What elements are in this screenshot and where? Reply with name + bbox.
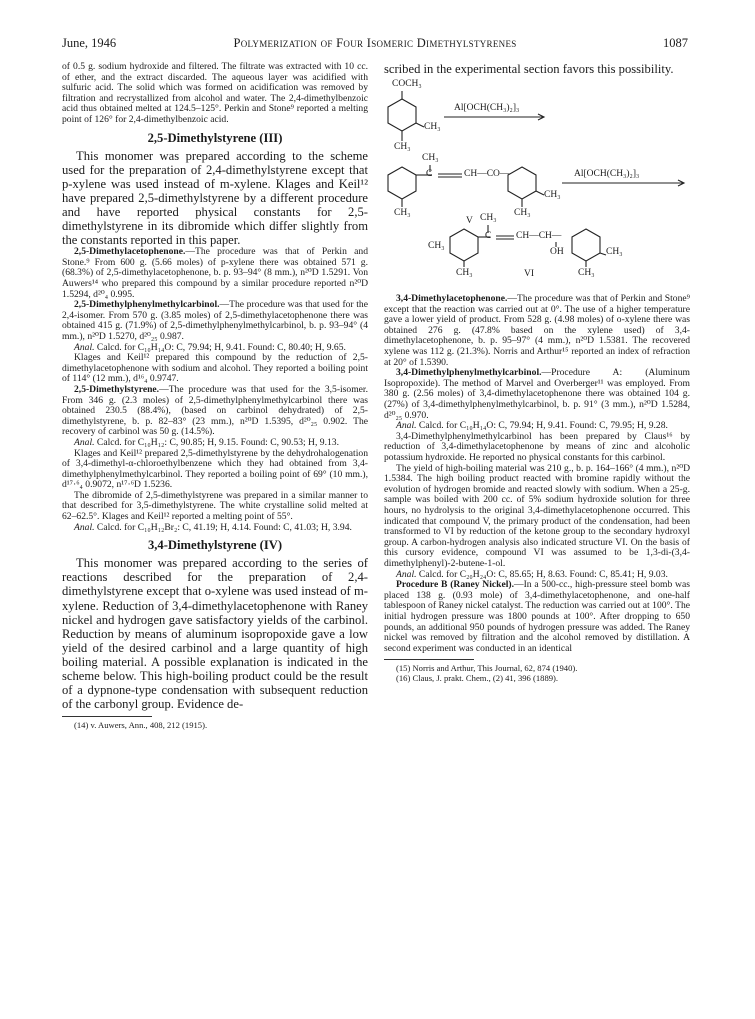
footnote-rule xyxy=(384,659,474,660)
compound-label-vi: VI xyxy=(524,269,535,280)
chain-label: CH—CO— xyxy=(464,169,510,180)
methyl-label: CH₃ xyxy=(606,247,623,258)
footnote-rule xyxy=(62,716,152,717)
benzene-ring xyxy=(508,167,536,199)
compound-label-v: V xyxy=(466,216,473,227)
left-column xyxy=(62,62,368,730)
paragraph-text: Calcd. for C₂₀H₂₄O: C, 85.65; H, 8.63. Found: C, 85.41; H, 9.03. xyxy=(416,568,668,580)
methyl-label: CH₃ xyxy=(424,122,441,133)
methyl-label: CH₃ xyxy=(422,153,439,164)
analysis-label: Anal. xyxy=(74,341,95,353)
paragraph-text: —The procedure was that used for the 2,4-isomer. From 570 g. (3.85 moles) of 2,5-dimethylacetophenone there was obtained 415 g. (71.9%) of 2,5-dimethylphenylmethylcarbinol, b. p. 93–94° (4 mm.), n²⁰D 1.5270, d²⁰₂₅ 0.987. xyxy=(62,299,368,342)
paragraph xyxy=(384,294,690,368)
acetyl-group-label: COCH₃ xyxy=(392,79,422,90)
paragraph-text: —The procedure was that used for the 3,5-isomer. From 346 g. (2.3 moles) of 2,5-dimethylphenylmethylcarbinol there was obtained 230.5 (88.4%), (based on carbinol dehydrated) of 2,5-dimethylstyrene, b. p. 82–83° (23 mm.), n²⁰D 1.5395, d²⁰₂₅ 0.902. The recovery of carbinol was 50 g. (14.5%). xyxy=(62,383,368,438)
methyl-label: CH₃ xyxy=(578,268,595,279)
paragraph xyxy=(62,438,368,449)
footnote: (16) Claus, J. prakt. Chem., (2) 41, 396 (1889). xyxy=(396,673,559,684)
reagent-label: Al[OCH(CH₃)₂]₃ xyxy=(574,169,640,180)
run-in-heading: 2,5-Dimethylphenylmethylcarbinol. xyxy=(74,299,220,311)
methyl-label: CH₃ xyxy=(394,208,411,219)
run-in-heading: 2,5-Dimethylacetophenone. xyxy=(74,246,186,258)
reagent-label: Al[OCH(CH₃)₂]₃ xyxy=(454,103,520,114)
paragraph-text: Calcd. for C₁₀H₁₂Br₂: C, 41.19; H, 4.14. Found: C, 41.03; H, 3.94. xyxy=(94,521,352,533)
paragraph: The yield of high-boiling material was 210 g., b. p. 164–166° (4 mm.), n²⁰D 1.5384. The high boiling product reacted with bromine rapidly without the evolution of hydrogen bromide and reacted slowly with sodium. When a 25-g. sample was boiled with 200 cc. of 5% sodium hydroxide solution for three hours, no hydrolysis to the original 3,4-dimethylacetophenone occurred. This indicated that compound V, the primary product of the condensation, had been transformed to VI by reduction of the ketone group to the secondary hydroxyl group. A carbon-hydrogen analysis also indicated structure VI. On the basis of this cursory evidence, compound VI was assumed to be 1,3-di-(3,4-dimethylphenyl)-2-butene-1-ol. xyxy=(384,462,690,569)
right-column xyxy=(384,62,690,683)
paragraph-text: —The procedure was that of Perkin and Stone⁹ except that the reaction was carried out at 0°. The use of a higher temperature gave a lower yield of product. From 528 g. (4.98 moles) of o-xylene there was obtained 276 g. (47.8% based on the xylene used) of 3,4-dimethylacetophenone, b. p. 95–97° (4 mm.), n²⁰D 1.5381. The recovered xylene was 112 g. (21.3%). Norris and Arthur¹⁵ reported an index of refraction at 20° of 1.5390. xyxy=(384,293,690,368)
run-in-heading: Procedure B (Raney Nickel). xyxy=(396,579,515,591)
section-heading: 2,5-Dimethylstyrene (III) xyxy=(147,130,283,145)
methyl-label: CH₃ xyxy=(514,208,531,219)
paragraph xyxy=(62,385,368,438)
paragraph-text: —In a 500-cc., high-pressure steel bomb was placed 138 g. (0.93 mole) of 3,4-dimethylacetophenone, and one-half tablespoon of Raney nickel catalyst. The reduction was carried out at 100°. The initial hydrogen pressure was 1800 pounds at 100°. After dropping to 650 pounds, an additional 950 pounds of hydrogen pressure was added. The Raney nickel was removed by filtration and the alcohol removed by distillation. A second experiment was conducted in an identical xyxy=(384,579,690,654)
paragraph xyxy=(384,368,690,421)
methyl-label: CH₃ xyxy=(480,213,497,224)
carbon-label: C xyxy=(485,231,492,242)
footnote: (15) Norris and Arthur, This Journal, 62, 874 (1940). xyxy=(396,663,578,674)
analysis-label: Anal. xyxy=(396,568,417,580)
header-date: June, 1946 xyxy=(62,36,117,50)
paragraph xyxy=(62,523,368,534)
paragraph: Klages and Keil¹² prepared this compound by the reduction of 2,5-dimethylacetophenone with sodium and alcohol. They reported a boiling point of 114° (12 mm.), d¹⁶₄ 0.9747. xyxy=(62,352,368,385)
bond xyxy=(536,191,544,195)
analysis-label: Anal. xyxy=(74,521,95,533)
section-heading: 3,4-Dimethylstyrene (IV) xyxy=(147,538,283,553)
paragraph: The dibromide of 2,5-dimethylstyrene was prepared in a similar manner to that described for 3,5-dimethylstyrene. The white crystalline solid melted at 62–62.5°. Klages and Keil¹² reported a melting point of 55°. xyxy=(62,489,368,523)
paragraph-text: Calcd. for C₁₀H₁₄O: C, 79.94; H, 9.41. Found: C, 80.40; H, 9.65. xyxy=(94,341,346,353)
paragraph: Klages and Keil¹² prepared 2,5-dimethylstyrene by the dehydrohalogenation of 3,4-dimethyl-α-chloroethylbenzene which they had obtained from 3,4-dimethylphenylmethylcarbinol. They reported a boiling point of 69° (10 mm.), d¹⁷·⁶₄ 0.9072, n¹⁷·⁶D 1.5236. xyxy=(62,447,368,491)
run-in-heading: 3,4-Dimethylacetophenone. xyxy=(396,293,508,305)
benzene-ring xyxy=(388,167,416,199)
paragraph-text: Calcd. for C₁₀H₁₄O: C, 79.94; H, 9.41. Found: C, 79.95; H, 9.28. xyxy=(416,420,668,432)
benzene-ring xyxy=(388,99,416,131)
page-header xyxy=(62,36,688,52)
paragraph xyxy=(62,247,368,300)
benzene-ring xyxy=(450,229,478,261)
benzene-ring xyxy=(572,229,600,261)
paragraph: of 0.5 g. sodium hydroxide and filtered. The filtrate was extracted with 10 cc. of ether, and the extract discarded. The aqueous layer was acidified with sulfuric acid. The solid which was formed on acidification was removed by filtration and recrystallized from alcohol and water. The 2,4-dimethylbenzoic acid thus obtained melted at 124.5–125°. Perkin and Stone⁹ reported a melting point of 126° for 2,4-dimethylbenzoic acid. xyxy=(62,61,368,125)
bond xyxy=(416,123,424,127)
paragraph-text: Calcd. for C₁₀H₁₂: C, 90.85; H, 9.15. Found: C, 90.53; H, 9.13. xyxy=(94,436,339,448)
methyl-label: CH₃ xyxy=(544,190,561,201)
paragraph: 3,4-Dimethylphenylmethylcarbinol has been prepared by Claus¹⁶ by reduction of 3,4-dimethylacetophenone by means of zinc and alcoholic potassium hydroxide. He reported no physical constants for this carbinol. xyxy=(384,430,690,463)
reaction-scheme-drawing xyxy=(384,79,690,284)
run-in-heading: 3,4-Dimethylphenylmethylcarbinol. xyxy=(396,367,542,379)
methyl-label: CH₃ xyxy=(428,241,445,252)
paragraph: This monomer was prepared according to the series of reactions described for the preparation of 2,4-dimethylstyrene except that o-xylene was used instead of m-xylene. Reduction of 3,4-dimethylacetophenone with Raney nickel and hydrogen gave satisfactory yields of the carbinol. Reduction by means of aluminum isopropoxide gave a low yield of the desired carbinol and a large quantity of high boiling material. A possible explanation is indicated in the scheme below. This high-boiling product could be the result of a dypnone-type condensation with subsequent reduction of the carbonyl group. Evidence de- xyxy=(62,556,368,712)
paragraph: scribed in the experimental section favors this possibility. xyxy=(384,62,674,76)
carbon-label: C xyxy=(426,169,433,180)
methyl-label: CH₃ xyxy=(456,268,473,279)
header-title: Polymerization of Four Isomeric Dimethylstyrenes xyxy=(233,36,517,50)
chain-label: CH—CH— xyxy=(516,231,562,242)
analysis-label: Anal. xyxy=(74,436,95,448)
hydroxyl-label: OH xyxy=(550,247,564,258)
paragraph xyxy=(384,580,690,654)
methyl-label: CH₃ xyxy=(394,142,411,153)
reaction-scheme xyxy=(384,79,690,284)
paragraph: This monomer was prepared according to the scheme used for the preparation of 2,4-dimethylstyrene except that p-xylene was used instead of m-xylene. Klages and Keil¹² have prepared 2,5-dimethylstyrene by a different procedure and have reported physical constants for 2,5-dimethylstyrene in its dibromide which differ slightly from the constants reported in this paper. xyxy=(62,148,368,248)
paragraph-text: —Procedure A: (Aluminum Isopropoxide). The method of Marvel and Overberger¹¹ was employed. From 380 g. (2.56 moles) of 3,4-dimethylacetophenone there was obtained 104 g. (27%) of 3,4-dimethylphenylmethylcarbinol, b. p. 91° (3 mm.), n²⁰D 1.5284, d²⁰₂₅ 0.970. xyxy=(384,367,690,421)
footnote: (14) v. Auwers, Ann., 408, 212 (1915). xyxy=(74,720,208,731)
analysis-label: Anal. xyxy=(396,420,417,432)
page-number: 1087 xyxy=(663,36,688,50)
paragraph-text: —The procedure was that of Perkin and Stone.⁹ From 600 g. (5.66 moles) of p-xylene there was obtained 571 g. (68.3%) of 2,5-dimethylacetophenone, b. p. 93–94° (8 mm.), n²⁰D 1.5291. Von Auwers¹⁴ who prepared this compound by a similar procedure reported n²⁰D 1.5294, d²⁰₄ 0.995. xyxy=(62,246,368,300)
run-in-heading: 2,5-Dimethylstyrene. xyxy=(74,383,160,395)
paragraph xyxy=(62,300,368,342)
